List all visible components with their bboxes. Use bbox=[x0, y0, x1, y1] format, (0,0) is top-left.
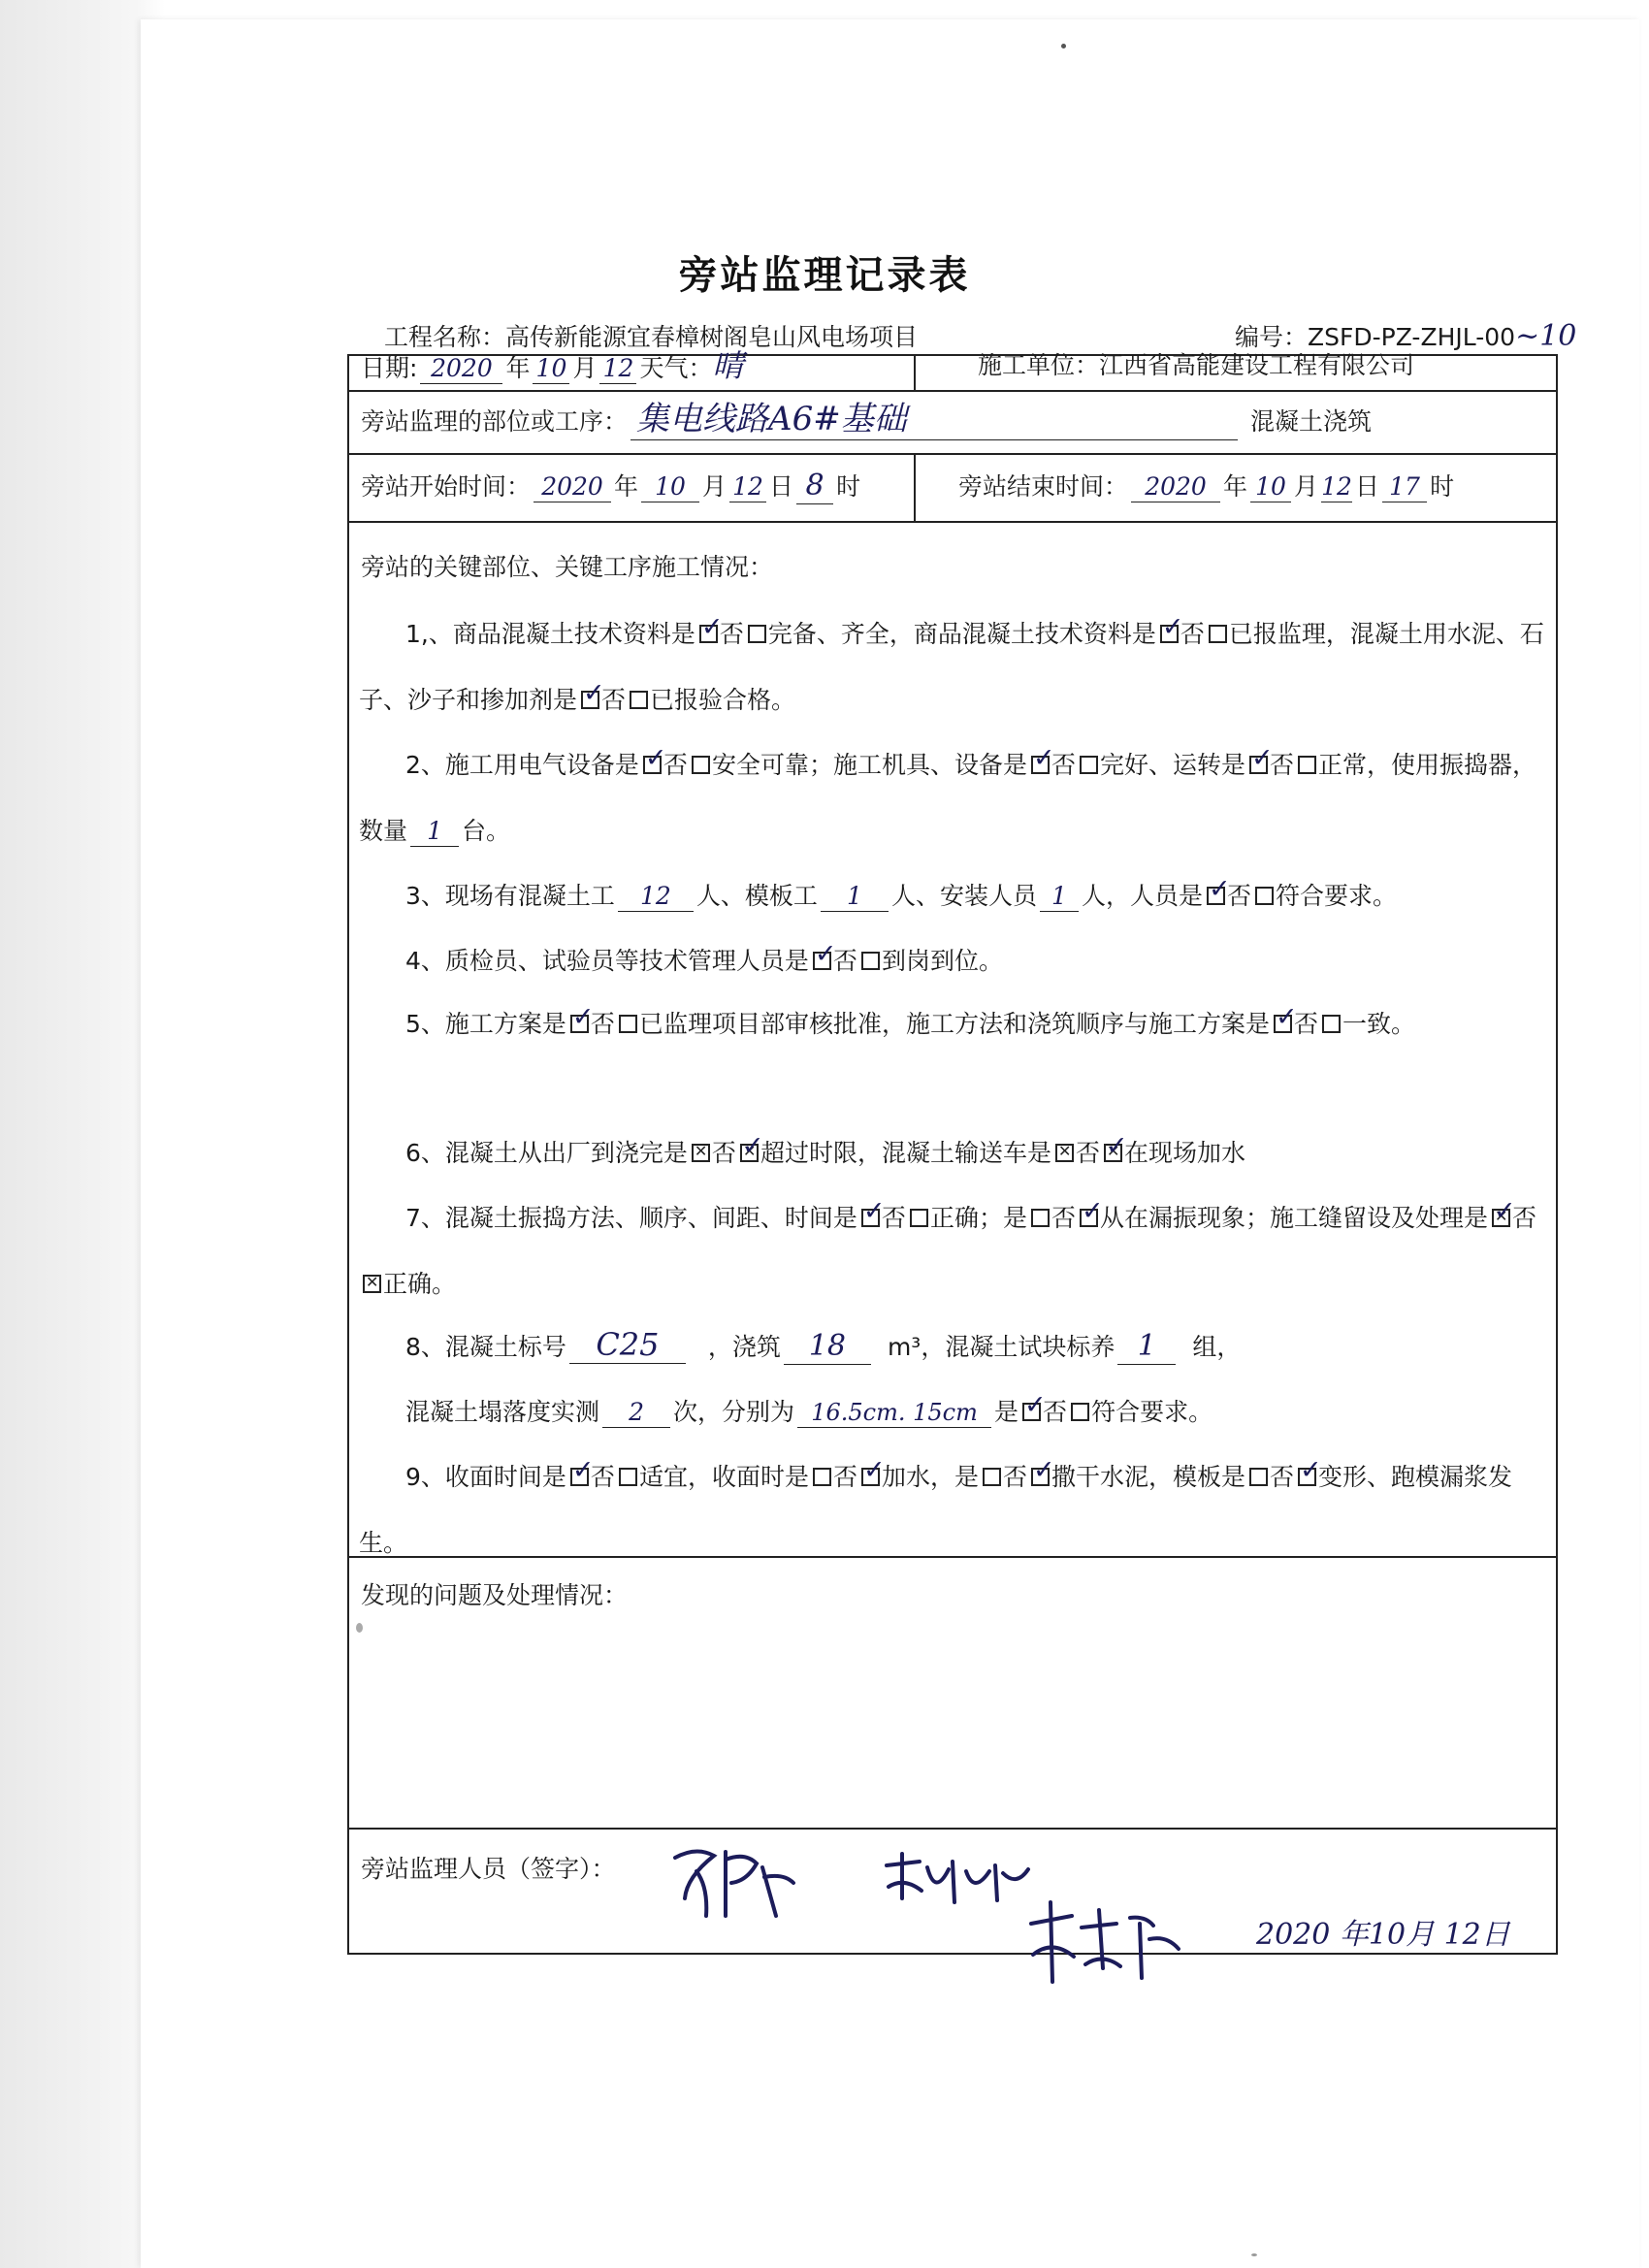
item8-text-g: 是 bbox=[994, 1398, 1019, 1426]
item6-text-a: 6、混凝土从出厂到浇完是 bbox=[405, 1139, 688, 1167]
checkbox-no[interactable] bbox=[1322, 1015, 1341, 1033]
month-unit: 月 bbox=[572, 354, 598, 382]
end-day: 12 bbox=[1321, 472, 1352, 501]
item3-text-e: 否 bbox=[1226, 882, 1251, 910]
test-block-groups: 1 bbox=[1117, 1329, 1176, 1365]
pour-volume: 18 bbox=[784, 1329, 871, 1365]
concrete-grade: C25 bbox=[569, 1326, 686, 1364]
item9-text-a: 9、收面时间是 bbox=[405, 1463, 566, 1491]
item7-text-a: 7、混凝土振捣方法、顺序、间距、时间是 bbox=[405, 1204, 857, 1232]
record-table bbox=[347, 347, 1558, 1955]
checkbox-yes[interactable] bbox=[581, 691, 599, 709]
item7-text-g: 正确。 bbox=[383, 1270, 457, 1298]
end-month-unit: 月 bbox=[1294, 472, 1319, 501]
form-title: 旁站监理记录表 bbox=[678, 253, 971, 298]
year-unit: 年 bbox=[505, 354, 531, 382]
end-day-unit: 日 bbox=[1355, 472, 1380, 501]
checkbox-yes[interactable] bbox=[1022, 1403, 1041, 1421]
end-time-cell bbox=[958, 458, 1454, 516]
checkbox-yes[interactable] bbox=[813, 952, 831, 970]
item5-text-e: 一致。 bbox=[1342, 1010, 1415, 1038]
date-cell bbox=[361, 337, 744, 398]
checkbox-no[interactable] bbox=[692, 756, 710, 774]
item6-text-c: 超过时限，混凝土输送车是 bbox=[760, 1139, 1051, 1167]
item2-text-d: 否 bbox=[1051, 751, 1076, 779]
date-day: 12 bbox=[599, 354, 636, 384]
formwork-workers: 1 bbox=[821, 882, 889, 912]
location-label: 旁站监理的部位或工序： bbox=[361, 407, 629, 436]
rule-row2 bbox=[349, 453, 1556, 455]
vibrator-quantity: 1 bbox=[410, 817, 459, 847]
item1-text-c: 完备、齐全，商品混凝土技术资料是 bbox=[767, 620, 1156, 648]
checkbox-no[interactable] bbox=[1031, 1468, 1050, 1486]
item1-text-e: 已报监理，混凝土用水泥、石子、沙子和掺加剂是 bbox=[359, 620, 1544, 714]
checkbox-no[interactable] bbox=[1080, 1209, 1098, 1227]
item2-text-h: 台。 bbox=[462, 817, 511, 845]
start-hour-unit: 时 bbox=[836, 472, 861, 501]
date-year: 2020 bbox=[420, 354, 502, 384]
item2-text-b: 否 bbox=[663, 751, 688, 779]
checkbox-yes[interactable] bbox=[699, 625, 718, 643]
slump-values: 16.5cm. 15cm bbox=[797, 1399, 991, 1428]
checkbox-no[interactable] bbox=[619, 1015, 637, 1033]
location-handwritten: 集电线路A6#基础 bbox=[630, 400, 1238, 440]
situation-item-9 bbox=[359, 1444, 1547, 1576]
item3-text-c: 人、安装人员 bbox=[890, 882, 1037, 910]
date-month: 10 bbox=[533, 354, 569, 384]
signature-date: 2020 年10月 12日 bbox=[1256, 1918, 1510, 1952]
item7-text-c: 正确；是 bbox=[929, 1204, 1027, 1232]
signature-label: 旁站监理人员（签字）： bbox=[361, 1855, 616, 1883]
item8-text-a: 8、混凝土标号 bbox=[405, 1333, 566, 1361]
item8-text-c: m³，混凝土试块标养 bbox=[887, 1333, 1116, 1361]
checkbox-yes[interactable] bbox=[570, 1015, 589, 1033]
start-time-cell bbox=[361, 458, 860, 516]
installers: 1 bbox=[1040, 882, 1079, 912]
checkbox-yes[interactable] bbox=[1249, 756, 1268, 774]
checkbox-yes[interactable] bbox=[1249, 1468, 1268, 1486]
weather-label: 天气： bbox=[639, 354, 713, 382]
item5-text-a: 5、施工方案是 bbox=[405, 1010, 566, 1038]
situation-item-6 bbox=[359, 1120, 1547, 1186]
rule-row5 bbox=[349, 1828, 1556, 1830]
item4-text-b: 否 bbox=[832, 947, 857, 975]
project-label: 工程名称： bbox=[384, 323, 506, 351]
item6-text-b: 否 bbox=[711, 1139, 736, 1167]
number-value: ZSFD-PZ-ZHJL-00 bbox=[1308, 323, 1516, 351]
situation-item-8-line2 bbox=[359, 1379, 1547, 1445]
start-day-unit: 日 bbox=[769, 472, 794, 501]
date-label: 日期: bbox=[361, 354, 418, 382]
supervisor-signature-3 bbox=[1023, 1896, 1188, 1989]
checkbox-yes[interactable] bbox=[813, 1468, 831, 1486]
number-label: 编号： bbox=[1235, 323, 1309, 351]
checkbox-yes[interactable] bbox=[861, 1209, 880, 1227]
checkbox-no[interactable] bbox=[740, 1144, 759, 1162]
checkbox-no[interactable] bbox=[1298, 756, 1316, 774]
item8-text-h: 否 bbox=[1043, 1398, 1068, 1426]
problems-heading: 发现的问题及处理情况： bbox=[361, 1581, 629, 1609]
checkbox-no[interactable] bbox=[1104, 1144, 1122, 1162]
item6-text-d: 否 bbox=[1075, 1139, 1100, 1167]
situation-item-5 bbox=[359, 991, 1547, 1057]
item9-text-b: 否 bbox=[590, 1463, 615, 1491]
start-year-unit: 年 bbox=[614, 472, 639, 501]
item3-text-d: 人，人员是 bbox=[1081, 882, 1203, 910]
concrete-workers: 12 bbox=[618, 882, 694, 912]
item8-text-e: 混凝土塌落度实测 bbox=[405, 1398, 600, 1426]
item5-text-d: 否 bbox=[1293, 1010, 1318, 1038]
checkbox-yes[interactable] bbox=[1274, 1015, 1292, 1033]
checkbox-yes[interactable] bbox=[692, 1144, 710, 1162]
ink-speck bbox=[1061, 44, 1066, 49]
end-label: 旁站结束时间： bbox=[958, 472, 1129, 501]
item7-text-f: 否 bbox=[1511, 1204, 1536, 1232]
checkbox-yes[interactable] bbox=[1031, 756, 1050, 774]
checkbox-no[interactable] bbox=[1298, 1468, 1316, 1486]
item1-text-a: 1,、商品混凝土技术资料是 bbox=[405, 620, 695, 648]
item2-text-g: 正常，使用振捣器，数量 bbox=[359, 751, 1537, 845]
item1-text-g: 已报验合格。 bbox=[650, 686, 796, 714]
end-year: 2020 bbox=[1131, 472, 1220, 502]
item1-text-f: 否 bbox=[601, 686, 627, 714]
item3-text-f: 符合要求。 bbox=[1275, 882, 1397, 910]
item6-text-e: 在现场加水 bbox=[1123, 1139, 1245, 1167]
checkbox-no[interactable] bbox=[1255, 887, 1274, 905]
checkbox-no[interactable] bbox=[861, 1468, 880, 1486]
checkbox-no[interactable] bbox=[363, 1275, 381, 1293]
supervisor-signature-2 bbox=[881, 1848, 1036, 1926]
item9-text-h: 否 bbox=[1270, 1463, 1295, 1491]
situation-heading: 旁站的关键部位、关键工序施工情况： bbox=[361, 553, 774, 581]
start-label: 旁站开始时间： bbox=[361, 472, 532, 501]
contractor-value: 江西省高能建设工程有限公司 bbox=[1099, 351, 1415, 379]
rule-divider-time bbox=[914, 453, 916, 521]
item2-text-f: 否 bbox=[1269, 751, 1294, 779]
checkbox-no[interactable] bbox=[619, 1468, 637, 1486]
checkbox-yes[interactable] bbox=[1207, 887, 1225, 905]
situation-item-4 bbox=[359, 928, 1547, 994]
end-hour: 17 bbox=[1382, 472, 1427, 502]
contractor-label: 施工单位： bbox=[978, 351, 1100, 379]
checkbox-yes[interactable] bbox=[1031, 1209, 1050, 1227]
checkbox-yes[interactable] bbox=[983, 1468, 1001, 1486]
start-day: 12 bbox=[729, 472, 766, 502]
item5-text-b: 否 bbox=[590, 1010, 615, 1038]
checkbox-yes[interactable] bbox=[1160, 625, 1179, 643]
item8-text-f: 次，分别为 bbox=[673, 1398, 795, 1426]
situation-item-3 bbox=[359, 863, 1547, 929]
item4-text-a: 4、质检员、试验员等技术管理人员是 bbox=[405, 947, 809, 975]
item2-text-c: 安全可靠；施工机具、设备是 bbox=[711, 751, 1027, 779]
item9-text-d: 否 bbox=[832, 1463, 857, 1491]
situation-item-2 bbox=[359, 732, 1547, 864]
project-name: 高传新能源宜春樟树阁皂山风电场项目 bbox=[505, 323, 919, 351]
item8-text-b: ，浇筑 bbox=[707, 1333, 781, 1361]
contractor-cell bbox=[978, 337, 1414, 395]
item1-text-d: 否 bbox=[1180, 620, 1205, 648]
start-year: 2020 bbox=[534, 472, 611, 502]
ink-speck bbox=[1251, 2253, 1257, 2256]
number-handwritten: ~10 bbox=[1515, 319, 1577, 353]
item9-text-g: 撒干水泥，模板是 bbox=[1051, 1463, 1246, 1491]
location-cell bbox=[361, 393, 1372, 451]
location-suffix: 混凝土浇筑 bbox=[1250, 407, 1373, 436]
checkbox-no[interactable] bbox=[1209, 625, 1227, 643]
item9-text-f: 否 bbox=[1002, 1463, 1027, 1491]
item9-text-c: 适宜，收面时是 bbox=[638, 1463, 809, 1491]
checkbox-yes[interactable] bbox=[570, 1468, 589, 1486]
situation-item-8-line1 bbox=[359, 1314, 1547, 1380]
checkbox-no[interactable] bbox=[1071, 1403, 1089, 1421]
weather-value: 晴 bbox=[712, 347, 744, 384]
item7-text-e: 从在漏振现象；施工缝留设及处理是 bbox=[1099, 1204, 1488, 1232]
checkbox-no[interactable] bbox=[861, 952, 880, 970]
checkbox-no[interactable] bbox=[748, 625, 766, 643]
item1-text-b: 否 bbox=[719, 620, 744, 648]
slump-test-times: 2 bbox=[602, 1398, 670, 1428]
rule-row3 bbox=[349, 521, 1556, 523]
end-year-unit: 年 bbox=[1223, 472, 1248, 501]
start-month-unit: 月 bbox=[702, 472, 728, 501]
item8-text-d: 组， bbox=[1192, 1333, 1242, 1361]
start-hour: 8 bbox=[796, 469, 833, 504]
checkbox-no[interactable] bbox=[1080, 756, 1098, 774]
item9-text-e: 加水，是 bbox=[881, 1463, 979, 1491]
situation-item-7 bbox=[359, 1185, 1547, 1317]
checkbox-no[interactable] bbox=[910, 1209, 928, 1227]
item7-text-d: 否 bbox=[1051, 1204, 1076, 1232]
end-hour-unit: 时 bbox=[1430, 472, 1455, 501]
situation-item-1 bbox=[359, 601, 1547, 733]
supervisor-signature-1 bbox=[667, 1838, 803, 1926]
checkbox-yes[interactable] bbox=[1055, 1144, 1074, 1162]
end-month: 10 bbox=[1250, 472, 1291, 502]
rule-divider-top bbox=[914, 356, 916, 390]
item2-text-e: 完好、运转是 bbox=[1099, 751, 1245, 779]
item8-text-i: 符合要求。 bbox=[1091, 1398, 1213, 1426]
item3-text-b: 人、模板工 bbox=[695, 882, 818, 910]
item9-text-i: 变形、跑模漏浆发生。 bbox=[359, 1463, 1513, 1557]
item3-text-a: 3、现场有混凝土工 bbox=[405, 882, 615, 910]
start-month: 10 bbox=[641, 472, 699, 502]
item4-text-c: 到岗到位。 bbox=[881, 947, 1003, 975]
checkbox-yes[interactable] bbox=[1492, 1209, 1510, 1227]
item5-text-c: 已监理项目部审核批准，施工方法和浇筑顺序与施工方案是 bbox=[638, 1010, 1270, 1038]
checkbox-yes[interactable] bbox=[643, 756, 662, 774]
item7-text-b: 否 bbox=[881, 1204, 906, 1232]
checkbox-no[interactable] bbox=[630, 691, 648, 709]
item2-text-a: 2、施工用电气设备是 bbox=[405, 751, 639, 779]
